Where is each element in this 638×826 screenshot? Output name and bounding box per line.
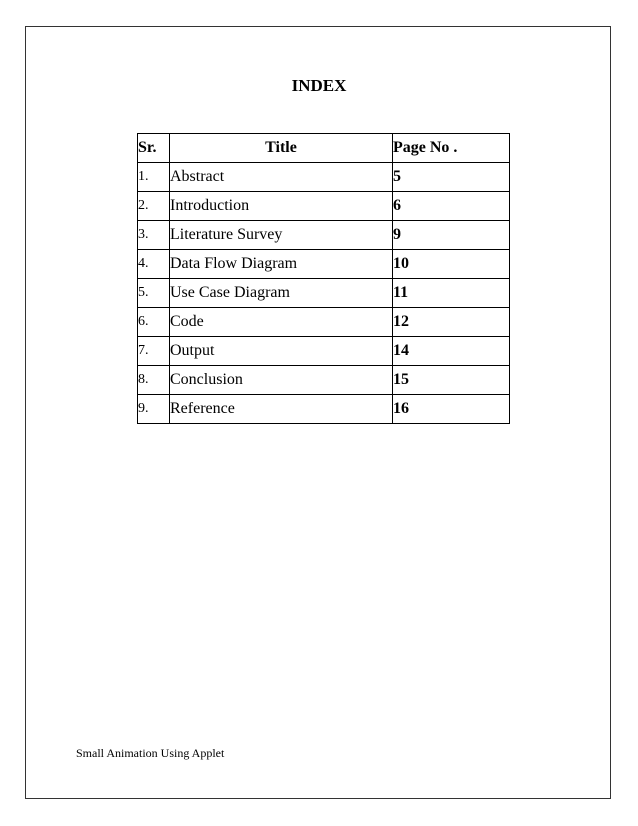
row-sr: 7. bbox=[138, 337, 170, 366]
row-title: Literature Survey bbox=[170, 221, 393, 250]
index-table bbox=[137, 133, 510, 424]
row-title: Abstract bbox=[170, 163, 393, 192]
row-title: Output bbox=[170, 337, 393, 366]
table-row bbox=[138, 337, 510, 366]
row-page: 9 bbox=[393, 221, 510, 250]
table-row bbox=[138, 163, 510, 192]
table-header-row bbox=[138, 134, 510, 163]
row-page: 11 bbox=[393, 279, 510, 308]
row-page: 14 bbox=[393, 337, 510, 366]
row-sr: 2. bbox=[138, 192, 170, 221]
table-row bbox=[138, 192, 510, 221]
row-sr: 5. bbox=[138, 279, 170, 308]
row-sr: 6. bbox=[138, 308, 170, 337]
row-sr: 8. bbox=[138, 366, 170, 395]
header-page: Page No . bbox=[393, 134, 510, 163]
row-title: Conclusion bbox=[170, 366, 393, 395]
page-footer: Small Animation Using Applet bbox=[76, 746, 225, 760]
header-title: Title bbox=[170, 134, 393, 163]
page-title: INDEX bbox=[291, 76, 347, 95]
row-title: Use Case Diagram bbox=[170, 279, 393, 308]
row-sr: 3. bbox=[138, 221, 170, 250]
row-page: 15 bbox=[393, 366, 510, 395]
table-row bbox=[138, 279, 510, 308]
row-title: Reference bbox=[170, 395, 393, 424]
table-row bbox=[138, 366, 510, 395]
header-sr: Sr. bbox=[138, 134, 170, 163]
row-title: Data Flow Diagram bbox=[170, 250, 393, 279]
row-page: 5 bbox=[393, 163, 510, 192]
row-sr: 4. bbox=[138, 250, 170, 279]
table-row bbox=[138, 308, 510, 337]
row-page: 6 bbox=[393, 192, 510, 221]
table-row bbox=[138, 221, 510, 250]
row-title: Code bbox=[170, 308, 393, 337]
row-page: 12 bbox=[393, 308, 510, 337]
row-sr: 9. bbox=[138, 395, 170, 424]
table-row bbox=[138, 395, 510, 424]
table-row bbox=[138, 250, 510, 279]
row-sr: 1. bbox=[138, 163, 170, 192]
row-title: Introduction bbox=[170, 192, 393, 221]
row-page: 16 bbox=[393, 395, 510, 424]
row-page: 10 bbox=[393, 250, 510, 279]
